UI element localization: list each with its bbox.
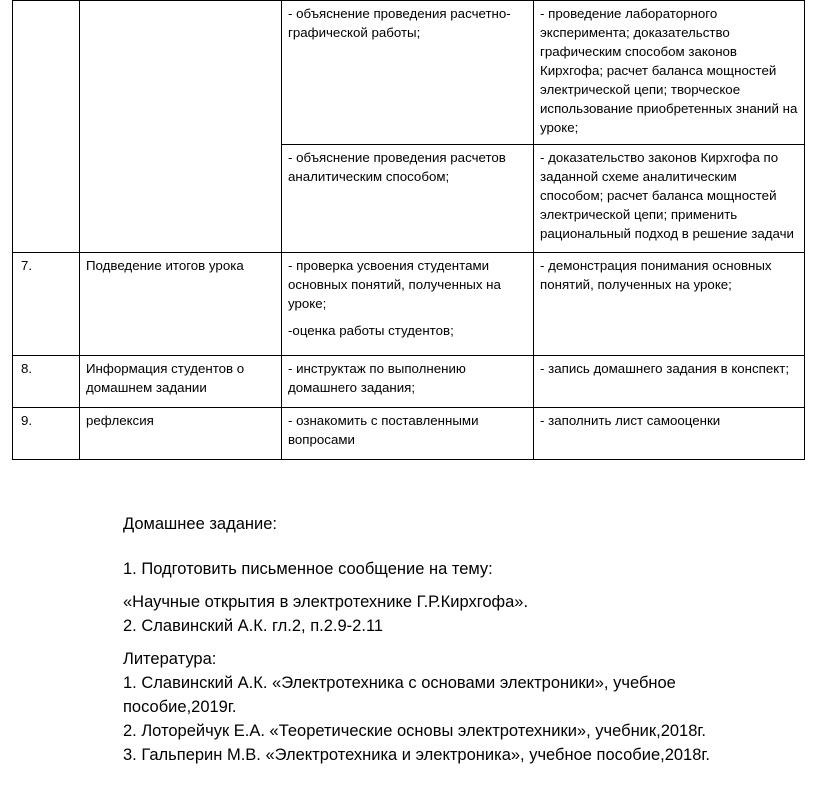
homework-topic: «Научные открытия в электротехнике Г.Р.Кирхгофа». xyxy=(123,593,529,611)
student-activity-text: - заполнить лист самооценки xyxy=(540,413,721,428)
teacher-activity-text: -оценка работы студентов; xyxy=(288,323,454,338)
row-number-cell xyxy=(13,356,80,408)
teacher-activity-text: - объяснение проведения расчетно-графической работы; xyxy=(288,6,511,40)
student-activity-cell xyxy=(534,253,805,356)
stage-name: Подведение итогов урока xyxy=(86,258,244,273)
table-row xyxy=(13,408,805,460)
student-activity-cell xyxy=(534,145,805,253)
homework-heading: Домашнее задание: xyxy=(123,515,277,533)
teacher-activity-cell xyxy=(282,253,534,356)
teacher-activity-cell xyxy=(282,356,534,408)
table-row xyxy=(13,356,805,408)
student-activity-text: - запись домашнего задания в конспект; xyxy=(540,361,790,376)
teacher-activity-text: - ознакомить с поставленными вопросами xyxy=(288,413,479,447)
teacher-activity-cell xyxy=(282,145,534,253)
table-row xyxy=(13,1,805,145)
stage-cell xyxy=(80,408,282,460)
stage-cell xyxy=(80,1,282,253)
teacher-activity-text: - инструктаж по выполнению домашнего задания; xyxy=(288,361,466,395)
teacher-activity-text: - проверка усвоения студентами основных понятий, полученных на уроке; xyxy=(288,258,501,311)
student-activity-cell xyxy=(534,408,805,460)
literature-item: 3. Гальперин М.В. «Электротехника и электроника», учебное пособие,2018г. xyxy=(123,746,710,764)
literature-item: 2. Лоторейчук Е.А. «Теоретические основы электротехники», учебник,2018г. xyxy=(123,722,706,740)
stage-cell xyxy=(80,356,282,408)
student-activity-cell xyxy=(534,356,805,408)
row-number: 9. xyxy=(21,413,33,428)
stage-name: рефлексия xyxy=(86,413,154,428)
row-number: 8. xyxy=(21,361,33,376)
homework-section xyxy=(123,512,783,767)
teacher-activity-text: - объяснение проведения расчетов аналитическим способом; xyxy=(288,150,506,184)
literature-heading: Литература: xyxy=(123,650,217,668)
row-number-cell xyxy=(13,253,80,356)
literature-item: 1. Славинский А.К. «Электротехника с основами электроники», учебное пособие,2019г. xyxy=(123,674,676,716)
student-activity-text: - доказательство законов Кирхгофа по заданной схеме аналитическим способом; расчет баланса мощностей электрической цепи; применить рациональный подход в решение задачи xyxy=(540,150,794,241)
student-activity-text: - проведение лабораторного эксперимента; доказательство графическим способом законов Кирхгофа; расчет баланса мощностей электрической цепи; творческое использование приобретенных знаний на уроке; xyxy=(540,6,798,135)
stage-cell xyxy=(80,253,282,356)
row-number: 7. xyxy=(21,258,33,273)
lesson-plan-table xyxy=(12,0,805,460)
table-row xyxy=(13,253,805,356)
homework-item: 1. Подготовить письменное сообщение на тему: xyxy=(123,560,493,578)
teacher-activity-cell xyxy=(282,408,534,460)
row-number-cell xyxy=(13,1,80,253)
row-number-cell xyxy=(13,408,80,460)
teacher-activity-cell xyxy=(282,1,534,145)
student-activity-text: - демонстрация понимания основных понятий, полученных на уроке; xyxy=(540,258,772,292)
stage-name: Информация студентов о домашнем задании xyxy=(86,361,245,395)
student-activity-cell xyxy=(534,1,805,145)
homework-item: 2. Славинский А.К. гл.2, п.2.9-2.11 xyxy=(123,617,384,635)
